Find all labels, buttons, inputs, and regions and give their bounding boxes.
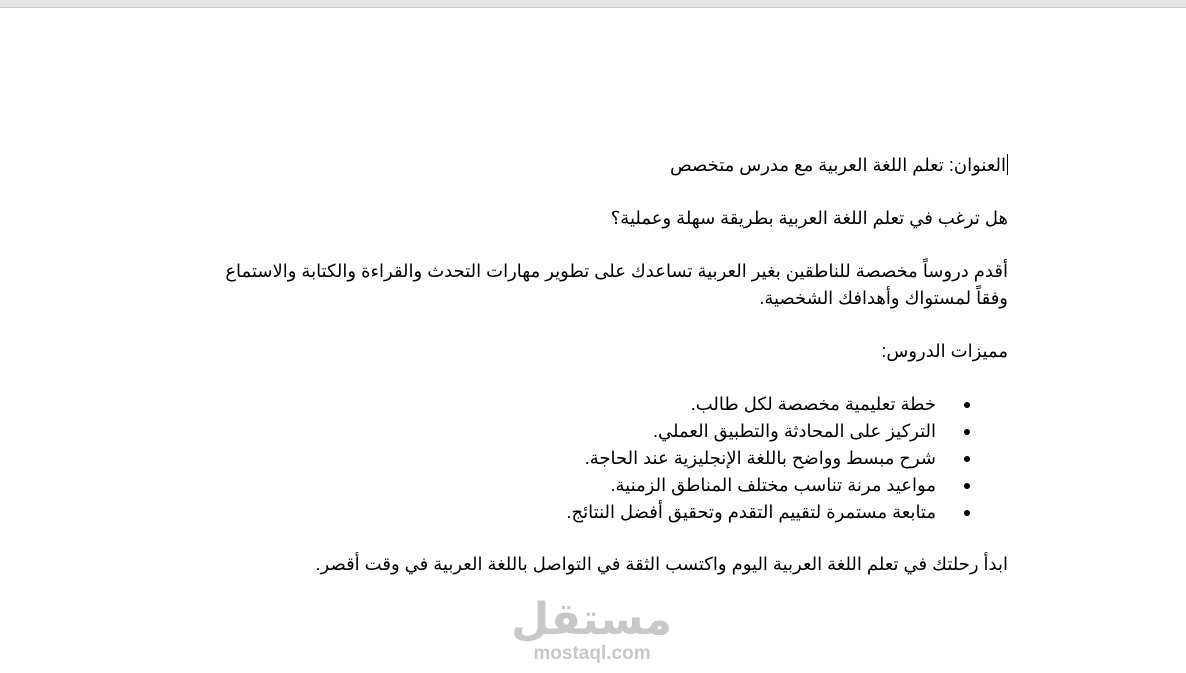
list-item — [192, 391, 1008, 418]
question-paragraph: هل ترغب في تعلم اللغة العربية بطريقة سهلة وعملية؟ — [610, 208, 1008, 228]
bullet-icon — [964, 510, 970, 516]
document-title: العنوان: تعلم اللغة العربية مع مدرس متخصص — [669, 155, 1006, 175]
bullet-icon — [964, 429, 970, 435]
list-item-text: شرح مبسط وواضح باللغة الإنجليزية عند الحاجة. — [584, 448, 936, 468]
intro-paragraph — [192, 258, 1008, 312]
list-item — [192, 445, 1008, 472]
list-item-text: التركيز على المحادثة والتطبيق العملي. — [653, 421, 936, 441]
document-title-line — [192, 152, 1008, 179]
list-item-text: متابعة مستمرة لتقييم التقدم وتحقيق أفضل النتائج. — [566, 502, 936, 522]
watermark-url: mostaql.com — [533, 643, 651, 664]
watermark-logo: مستقل — [511, 595, 672, 644]
window-top-border — [0, 0, 1186, 8]
list-item — [192, 499, 1008, 526]
list-item — [192, 418, 1008, 445]
document-body[interactable] — [192, 152, 1008, 578]
bullet-icon — [964, 483, 970, 489]
bullet-icon — [964, 456, 970, 462]
intro-line-2: وفقاً لمستواك وأهدافك الشخصية. — [759, 288, 1008, 308]
features-list — [192, 391, 1008, 526]
list-item-text: مواعيد مرنة تناسب مختلف المناطق الزمنية. — [610, 475, 936, 495]
intro-line-1: أقدم دروساً مخصصة للناطقين بغير العربية تساعدك على تطوير مهارات التحدث والقراءة والكتابة والاستماع — [225, 261, 1008, 281]
list-item-text: خطة تعليمية مخصصة لكل طالب. — [690, 394, 936, 414]
closing-paragraph: ابدأ رحلتك في تعلم اللغة العربية اليوم واكتسب الثقة في التواصل باللغة العربية في وقت أقصر. — [315, 554, 1008, 574]
list-item — [192, 472, 1008, 499]
text-cursor — [1007, 154, 1008, 175]
bullet-icon — [964, 402, 970, 408]
features-heading: مميزات الدروس: — [881, 341, 1008, 361]
mostaql-watermark — [511, 595, 672, 670]
document-page[interactable] — [0, 8, 1186, 673]
